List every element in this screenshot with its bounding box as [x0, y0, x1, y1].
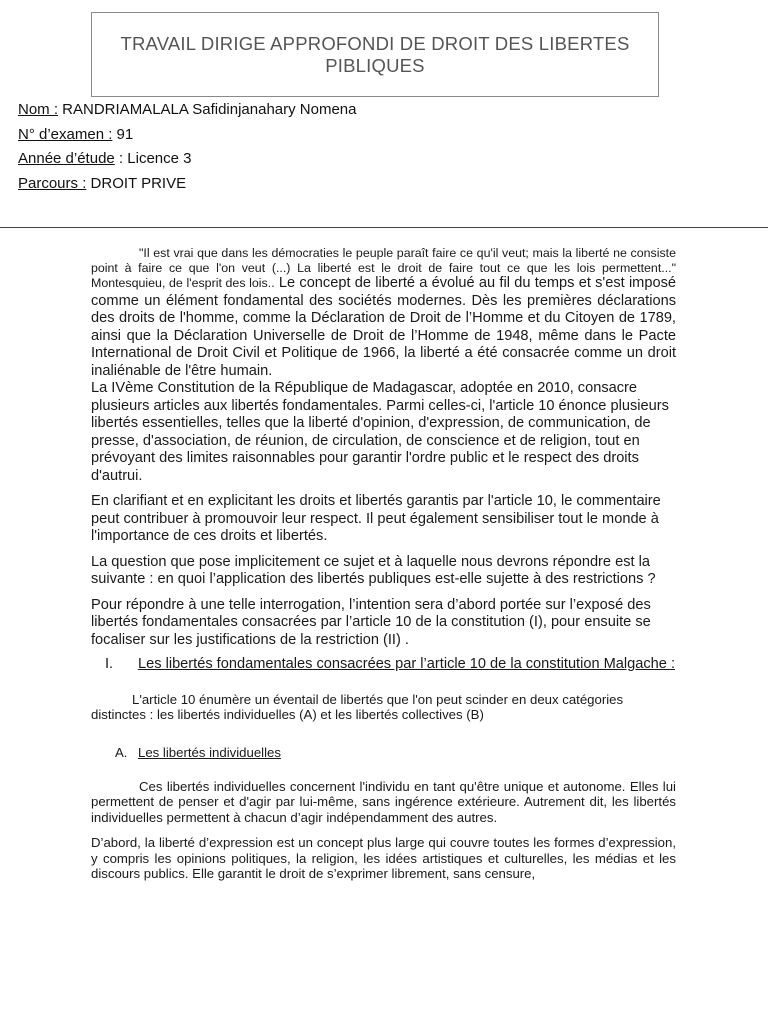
identity-name [18, 98, 357, 123]
section-a-title: Les libertés individuelles [138, 744, 281, 760]
identity-exam-label: N° d’examen : [18, 125, 113, 143]
document-title-text: TRAVAIL DIRIGE APPROFONDI DE DROIT DES LIBERTES PIBLIQUES [120, 32, 630, 76]
document-title [91, 12, 659, 97]
section-a-paragraph-1: Ces libertés individuelles concernent l'individu en tant qu'être unique et autonome. Elles lui permettent de penser et d'agir par lui-même, sans ingérence extérieure. Autrement dit, les libertés individuelles permettent à chacun d’agir indépendamment des autres. [91, 778, 676, 825]
intro-plan-announcement: Pour répondre à une telle interrogation, l’intention sera d’abord portée sur l’exposé des libertés fondamentales consacrées par l’article 10 de la constitution (I), pour ensuite se focaliser sur les justifications de la restriction (II) . [91, 596, 651, 648]
section-a-number: A. [115, 744, 128, 760]
section-1-heading [91, 656, 676, 674]
student-identity [18, 98, 357, 197]
document-body [91, 246, 676, 882]
montesquieu-quote: "Il est vrai que dans les démocraties le peuple paraît faire ce qu'il veut; mais la liberté ne consiste point à faire ce que l'on veut (...) La liberté est le droit de faire tout ce que les lois permettent..." Montesquieu, de l'esprit des lois.. [91, 246, 676, 290]
section-1-number: I. [105, 656, 114, 672]
intro-paragraph-2: La IVème Constitution de la République de Madagascar, adoptée en 2010, consacre plusieurs articles aux libertés fondamentales. Parmi celles-ci, l'article 10 énonce plusieurs libertés essentielles, telles que la liberté d'opinion, d'expression, de communication, de presse, d'association, de réunion, de circulation, de conscience et de religion, tout en prévoyant des limites raisonnables pour garantir l'ordre public et le respect des droits d'autrui. [91, 380, 669, 484]
identity-name-value: RANDRIAMALALA Safidinjanahary Nomena [58, 101, 357, 118]
section-a-paragraph-2: D’abord, la liberté d’expression est un concept plus large qui couvre toutes les formes d’expression, y compris les opinions politiques, la religion, les idées artistiques et culturelles, les médias et les discours publics. Elle garantit le droit de s’exprimer librement, sans censure, [91, 835, 676, 881]
header-divider [0, 227, 768, 228]
identity-year [18, 147, 357, 172]
intro-paragraph-3: En clarifiant et en explicitant les droits et libertés garantis par l'article 10, le commentaire peut contribuer à promouvoir leur respect. Il peut également sensibiliser tout le monde à l'importance de ces droits et libertés. [91, 493, 661, 544]
intro-problem-question: La question que pose implicitement ce sujet et à laquelle nous devrons répondre est la suivante : en quoi l’application des libertés publiques est-elle sujette à des restrictions ? [91, 553, 656, 587]
identity-track-value: DROIT PRIVE [86, 175, 187, 193]
identity-track-label: Parcours : [18, 175, 87, 193]
identity-year-value: : Licence 3 [114, 150, 192, 168]
identity-track [18, 172, 357, 197]
section-1-title: Les libertés fondamentales consacrées par l’article 10 de la constitution Malgache : [138, 656, 676, 672]
section-a-heading [91, 745, 676, 761]
identity-name-label: Nom : [18, 101, 59, 118]
section-1-intro: L'article 10 énumère un éventail de libertés que l'on peut scinder en deux catégories distinctes : les libertés individuelles (A) et les libertés collectives (B) [91, 691, 624, 722]
intro-first-paragraph [91, 246, 676, 380]
intro-paragraph-1: Le concept de liberté a évolué au fil du temps et s'est imposé comme un élément fondamental des sociétés modernes. Dès les premières déclarations des droits de l'homme, comme la Déclaration de Droit de l’Homme et du Citoyen de 1789, ainsi que la Déclaration Universelle de Droit de l’Homme de 1948, même dans le Pacte International de Droit Civil et Politique de 1966, la liberté a été consacrée comme un droit inaliénable de l'être humain. [91, 275, 676, 379]
identity-exam-number [18, 123, 357, 148]
identity-exam-value: 91 [112, 125, 134, 143]
identity-year-label: Année d’étude [18, 150, 115, 168]
